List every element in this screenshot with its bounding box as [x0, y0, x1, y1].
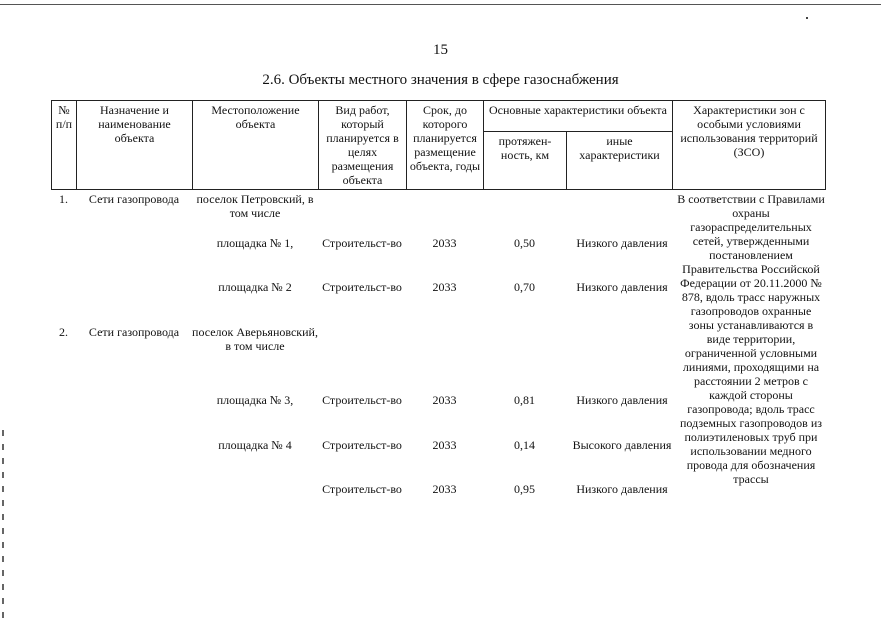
header-location: Местоположение объекта: [193, 101, 319, 190]
top-border-line: [0, 4, 881, 5]
header-term: Срок, до которого планируется размещение объекта, годы: [407, 101, 484, 190]
row3-work: Строительст-во: [322, 280, 402, 294]
row7-work: Строительст-во: [322, 482, 402, 496]
table-header: [51, 100, 826, 190]
row6-other: Высокого давления: [572, 438, 672, 452]
zso-text: В соответствии с Правилами охраны газораспределительных сетей, утвержденными постановлением Правительства Российской Федерации от 20.11.2000 № 878, вдоль трасс наружных газопроводов охранные зоны устанавливаются в виде территории, ограниченной условными линиями, проходящими на расстоянии 2 метров с каждой стороны газопровода; вдоль трасс подземных газопроводов из полиэтиленовых труб при использовании медного провода для обозначения трассы: [677, 192, 825, 486]
row2-other: Низкого давления: [576, 236, 668, 250]
row7-other: Низкого давления: [576, 482, 668, 496]
page-number: 15: [433, 42, 448, 58]
row6-location: площадка № 4: [218, 438, 292, 452]
row1-name: Сети газопровода: [88, 192, 180, 206]
row5-location: площадка № 3,: [216, 393, 294, 407]
row2-length: 0,50: [514, 236, 535, 250]
row2-work: Строительст-во: [322, 236, 402, 250]
scan-dot: [806, 17, 808, 19]
row2-location: площадка № 1,: [216, 236, 294, 250]
row6-work: Строительст-во: [322, 438, 402, 452]
row6-length: 0,14: [514, 438, 535, 452]
header-length: протяжен-ность, км: [484, 132, 567, 190]
left-edge-marks: [2, 430, 4, 620]
header-zso: Характеристики зон с особыми условиями использования территорий (ЗСО): [673, 101, 826, 190]
row3-length: 0,70: [514, 280, 535, 294]
row3-year: 2033: [432, 280, 457, 294]
row2-year: 2033: [432, 236, 457, 250]
row3-location: площадка № 2: [218, 280, 292, 294]
section-title: 2.6. Объекты местного значения в сфере газоснабжения: [262, 72, 619, 88]
row5-year: 2033: [432, 393, 457, 407]
row4-name: Сети газопровода: [88, 325, 180, 339]
row7-year: 2033: [432, 482, 457, 496]
row4-location: поселок Аверьяновский, в том числе: [192, 325, 318, 353]
row5-other: Низкого давления: [576, 393, 668, 407]
row5-work: Строительст-во: [322, 393, 402, 407]
row3-other: Низкого давления: [576, 280, 668, 294]
row4-num: 2.: [59, 325, 68, 339]
row6-year: 2033: [432, 438, 457, 452]
header-main-characteristics: Основные характеристики объекта: [484, 101, 673, 132]
row1-location: поселок Петровский, в том числе: [196, 192, 314, 220]
row1-num: 1.: [59, 192, 68, 206]
header-name: Назначение и наименование объекта: [77, 101, 193, 190]
row5-length: 0,81: [514, 393, 535, 407]
header-other: иные характеристики: [567, 132, 673, 190]
header-num: № п/п: [52, 101, 77, 190]
header-work-type: Вид работ, который планируется в целях размещения объекта: [319, 101, 407, 190]
row7-length: 0,95: [514, 482, 535, 496]
